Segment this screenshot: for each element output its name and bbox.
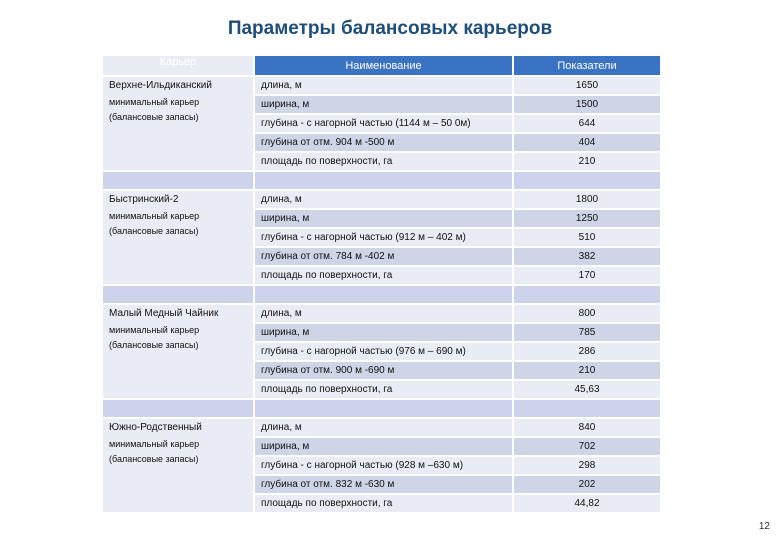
quarry-name: Южно-Родственный <box>109 422 202 433</box>
parameter-name: ширина, м <box>255 210 512 227</box>
parameter-name: глубина от отм. 832 м -630 м <box>255 476 512 493</box>
table-row <box>103 77 660 94</box>
quarry-cell <box>103 419 253 512</box>
subtitle-line: минимальный карьер <box>109 97 200 107</box>
quarry-cell <box>103 305 253 398</box>
spacer-row <box>103 400 660 417</box>
parameter-name: глубина - с нагорной частью (928 м –630 м) <box>255 457 512 474</box>
parameter-name: глубина - с нагорной частью (1144 м – 50 0м) <box>255 115 512 132</box>
parameter-name: ширина, м <box>255 438 512 455</box>
spacer-cell <box>255 286 512 303</box>
table-row <box>103 305 660 322</box>
parameter-value: 210 <box>514 153 660 170</box>
parameter-value: 1500 <box>514 96 660 113</box>
subtitle-line: минимальный карьер <box>109 325 200 335</box>
quarry-cell <box>103 77 253 170</box>
parameter-value: 840 <box>514 419 660 436</box>
quarry-subtitle <box>109 95 247 125</box>
spacer-row <box>103 286 660 303</box>
parameter-value: 286 <box>514 343 660 360</box>
parameter-value: 1250 <box>514 210 660 227</box>
spacer-cell <box>103 172 253 189</box>
parameter-name: глубина от отм. 900 м -690 м <box>255 362 512 379</box>
parameter-name: площадь по поверхности, га <box>255 267 512 284</box>
parameter-value: 800 <box>514 305 660 322</box>
header-name: Наименование <box>255 56 512 75</box>
parameter-name: глубина - с нагорной частью (912 м – 402 м) <box>255 229 512 246</box>
quarry-subtitle <box>109 209 247 239</box>
spacer-cell <box>103 286 253 303</box>
subtitle-line: минимальный карьер <box>109 439 200 449</box>
spacer-cell <box>514 400 660 417</box>
quarry-name: Быстринский-2 <box>109 194 179 205</box>
parameter-value: 210 <box>514 362 660 379</box>
parameter-name: ширина, м <box>255 324 512 341</box>
spacer-row <box>103 172 660 189</box>
subtitle-line: (балансовые запасы) <box>109 112 199 122</box>
header-values: Показатели <box>514 56 660 75</box>
parameter-value: 44,82 <box>514 495 660 512</box>
spacer-cell <box>514 286 660 303</box>
parameter-name: глубина - с нагорной частью (976 м – 690 м) <box>255 343 512 360</box>
table-row <box>103 419 660 436</box>
parameter-value: 1800 <box>514 191 660 208</box>
parameter-name: длина, м <box>255 305 512 322</box>
parameter-name: глубина от отм. 904 м -500 м <box>255 134 512 151</box>
spacer-cell <box>255 172 512 189</box>
table-row <box>103 191 660 208</box>
subtitle-line: (балансовые запасы) <box>109 454 199 464</box>
page-number: 12 <box>758 521 770 532</box>
page-title: Параметры балансовых карьеров <box>227 18 553 39</box>
parameter-value: 785 <box>514 324 660 341</box>
quarry-cell <box>103 191 253 284</box>
parameter-name: ширина, м <box>255 96 512 113</box>
parameter-name: площадь по поверхности, га <box>255 153 512 170</box>
parameter-name: длина, м <box>255 419 512 436</box>
parameter-value: 1650 <box>514 77 660 94</box>
quarry-subtitle <box>109 323 247 353</box>
quarry-subtitle <box>109 437 247 467</box>
subtitle-line: (балансовые запасы) <box>109 340 199 350</box>
parameter-name: длина, м <box>255 191 512 208</box>
parameter-name: площадь по поверхности, га <box>255 495 512 512</box>
parameter-name: площадь по поверхности, га <box>255 381 512 398</box>
parameter-value: 404 <box>514 134 660 151</box>
spacer-cell <box>103 400 253 417</box>
parameter-value: 510 <box>514 229 660 246</box>
parameter-value: 170 <box>514 267 660 284</box>
parameter-value: 202 <box>514 476 660 493</box>
parameter-value: 382 <box>514 248 660 265</box>
parameter-value: 45,63 <box>514 381 660 398</box>
parameter-name: глубина от отм. 784 м -402 м <box>255 248 512 265</box>
parameter-value: 702 <box>514 438 660 455</box>
quarry-name: Верхне-Ильдиканский <box>109 80 212 91</box>
spacer-cell <box>255 400 512 417</box>
parameter-name: длина, м <box>255 77 512 94</box>
parameter-value: 644 <box>514 115 660 132</box>
subtitle-line: (балансовые запасы) <box>109 226 199 236</box>
spacer-cell <box>514 172 660 189</box>
quarry-name: Малый Медный Чайник <box>109 308 219 319</box>
parameter-value: 298 <box>514 457 660 474</box>
quarries-table <box>101 54 662 514</box>
subtitle-line: минимальный карьер <box>109 211 200 221</box>
header-quarry: Карьер <box>103 56 253 75</box>
